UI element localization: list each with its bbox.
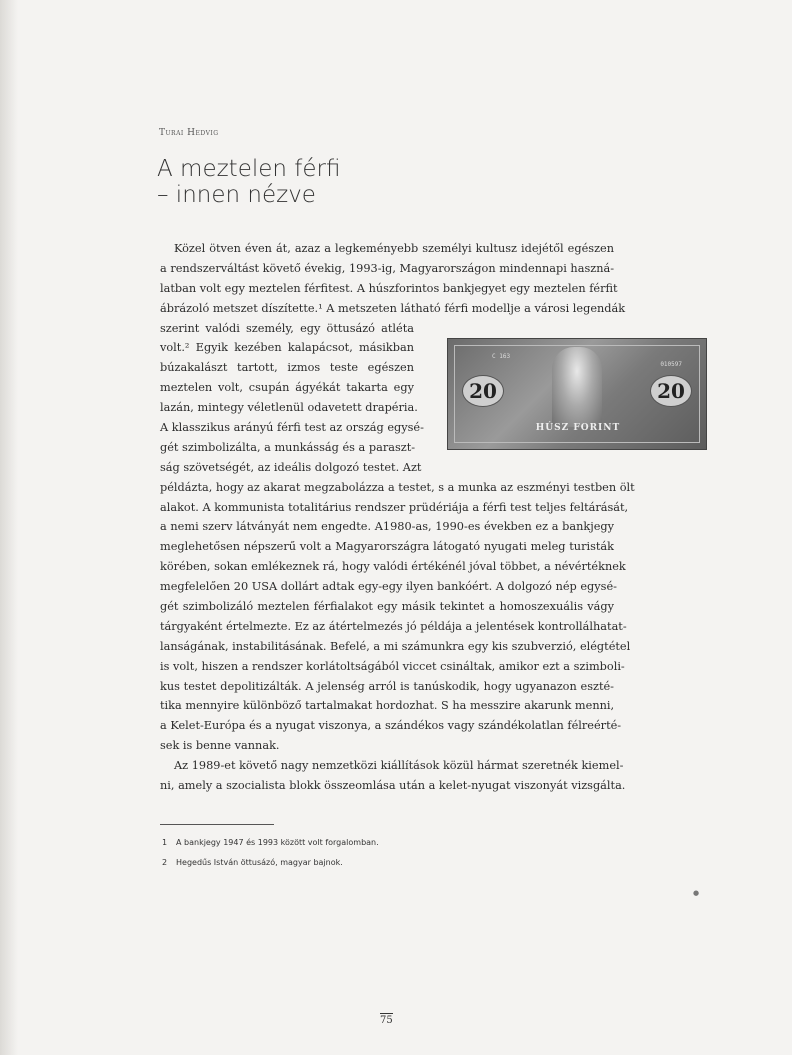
- text-line: gét szimbolizálta, a munkásság és a paraszt-: [160, 440, 416, 454]
- text-line: tika mennyire különböző tartalmakat hordozhat. S ha messzire akarunk menni,: [160, 699, 615, 713]
- footnote-text: Hegedűs István öttusázó, magyar bajnok.: [176, 858, 343, 867]
- text-line: a Kelet-Európa és a nyugat viszonya, a szándékos vagy szándékolatlan félreérté-: [160, 719, 622, 733]
- banknote-denomination-left: 20: [462, 375, 504, 407]
- text-line: gét szimbolizáló meztelen férfialakot egy másik tekintet a homoszexuális vágy: [160, 600, 614, 614]
- text-line: a rendszerváltást követő évekig, 1993-ig, Magyarországon mindennapi haszná-: [160, 261, 615, 275]
- footnote-number: 2: [162, 858, 168, 867]
- text-line: ábrázoló metszet díszítette.¹ A metszeten látható férfi modellje a városi legendák: [160, 301, 626, 315]
- text-line: ság szövetségét, az ideális dolgozó testet. Azt: [160, 460, 422, 474]
- article-title: [157, 156, 340, 208]
- text-line: latban volt egy meztelen férfitest. A húszforintos bankjegyet egy meztelen férfit: [160, 281, 618, 295]
- text-line: búzakalászt tartott, izmos teste egészen: [160, 361, 414, 375]
- banknote-image: [447, 338, 707, 450]
- text-line: a nemi szerv látványát nem engedte. A1980-as, 1990-es években ez a bankjegy: [160, 520, 614, 534]
- text-line: kus testet depolitizálták. A jelenség arról is tanúskodik, hogy ugyanazon eszté-: [160, 679, 614, 693]
- footnote-number: 1: [162, 838, 168, 847]
- title-line: A meztelen férfi: [157, 156, 341, 182]
- banknote-serial-right: 010597: [660, 361, 682, 368]
- text-line: lazán, mintegy véletlenül odavetett drapéria.: [160, 401, 418, 415]
- text-line: volt.² Egyik kezében kalapácsot, másikban: [160, 341, 414, 355]
- footnote-divider: [160, 824, 274, 825]
- text-line: is volt, hiszen a rendszer korlátoltságából viccet csináltak, amikor ezt a szimboli-: [160, 659, 625, 673]
- page-mark: ●: [693, 889, 700, 897]
- banknote-figure: [552, 347, 602, 427]
- page-gutter-shadow: [0, 0, 18, 1055]
- title-line: – innen nézve: [157, 182, 316, 208]
- text-line: meglehetősen népszerű volt a Magyarországra látogató nyugati meleg turisták: [160, 540, 614, 554]
- body-text: [160, 239, 635, 796]
- footnote-text: A bankjegy 1947 és 1993 között volt forgalomban.: [176, 838, 379, 847]
- text-line: tárgyaként értelmezte. Ez az átértelmezés jó példája a jelentések kontrollálhatat-: [160, 619, 627, 633]
- text-line: körében, sokan emlékeznek rá, hogy valódi értékénél jóval többet, a névértéknek: [160, 560, 626, 574]
- text-line: A klasszikus arányú férfi test az ország egysé-: [160, 421, 424, 435]
- text-line: Közel ötven éven át, azaz a legkeményebb személyi kultusz idejétől egészen: [174, 242, 614, 255]
- banknote-serial-left: C 163: [492, 353, 511, 360]
- text-line: ni, amely a szocialista blokk összeomlása után a kelet-nyugat viszonyát vizsgálta.: [160, 779, 626, 793]
- text-line: lanságának, instabilitásának. Befelé, a mi számunkra egy kis szubverzió, elégtétel: [160, 639, 631, 653]
- text-line: példázta, hogy az akarat megzabolázza a testet, s a munka az eszményi testben ölt: [160, 480, 635, 494]
- footnote: [162, 858, 343, 867]
- page-number: 75: [380, 1015, 393, 1026]
- text-line: sek is benne vannak.: [160, 739, 280, 753]
- text-line: meztelen volt, csupán ágyékát takarta egy: [160, 381, 414, 395]
- footnote: [162, 838, 379, 847]
- text-line: megfelelően 20 USA dollárt adtak egy-egy ilyen bankóért. A dolgozó nép egysé-: [160, 580, 617, 594]
- text-line: szerint valódi személy, egy öttusázó atléta: [160, 321, 414, 335]
- author-name: Turai Hedvig: [159, 128, 219, 138]
- text-line: Az 1989-et követő nagy nemzetközi kiállítások közül hármat szeretnék kiemel-: [174, 759, 624, 773]
- banknote-label: HÚSZ FORINT: [535, 423, 621, 433]
- text-line: alakot. A kommunista totalitárius rendszer prüdériája a férfi test teljes feltárását,: [160, 500, 629, 514]
- banknote-denomination-right: 20: [650, 375, 692, 407]
